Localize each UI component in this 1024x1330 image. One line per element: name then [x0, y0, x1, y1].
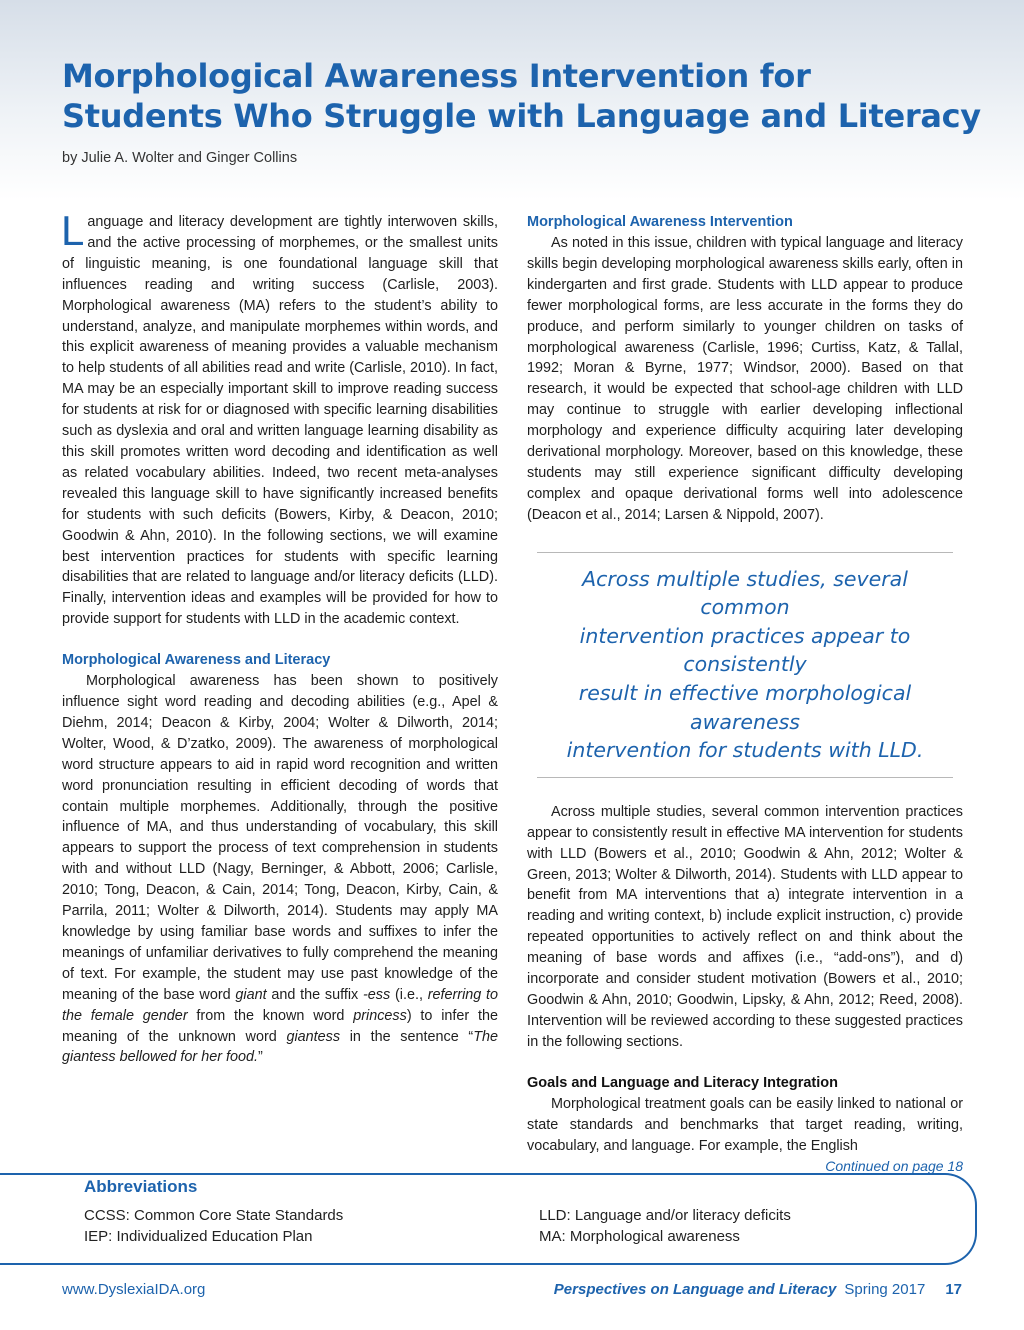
pull-quote-line: Across multiple studies, several common	[582, 566, 908, 620]
ma-literacy-paragraph	[62, 671, 498, 1068]
pull-quote-line: intervention practices appear to consistently	[579, 623, 911, 677]
example-word-princess: princess	[353, 1007, 407, 1024]
pull-quote-line: intervention for students with LLD.	[566, 738, 924, 763]
section-heading-ma-intervention: Morphological Awareness Intervention	[527, 214, 793, 230]
example-suffix: -ess	[363, 986, 391, 1003]
intro-text: anguage and literacy development are tightly interwoven skills, and the active processing of morphemes, or the smallest units of linguistic meaning, is one foundational language skill that influences reading and writing success (Carlisle, 2003). Morphological awareness (MA) refers to the student’s ability to understand, analyze, and manipulate morphemes within words, and this explicit awareness of meaning provides a valuable mechanism to help students of all abilities read and write (Carlisle, 2010). In fact, MA may be an especially important skill to improve reading success for students at risk for or diagnosed with specific learning disabilities such as dyslexia and oral and written language learning disability as this skill promotes written word decoding and identification as well as related vocabulary abilities. Indeed, two recent meta-analyses revealed this language skill to have significantly increased benefits for students with such deficits (Bowers, Kirby, & Deacon, 2010; Goodwin & Ahn, 2010). In the following sections, we will examine best intervention practices for students with specific learning disabilities that are related to language and/or literacy deficits (LLD). Finally, intervention ideas and examples will be provided for how to provide support for students with LLD in the academic context.	[62, 214, 498, 628]
body-text: from the known word	[196, 1007, 345, 1024]
example-gloss: referring to the female gender	[62, 986, 499, 1024]
intro-paragraph	[61, 207, 498, 630]
body-text: ”	[258, 1049, 263, 1066]
footer-publication	[554, 1281, 962, 1298]
issue-date: Spring 2017	[844, 1281, 926, 1298]
abbreviation-item: CCSS: Common Core State Standards	[84, 1207, 344, 1224]
example-word-giant: giant	[235, 986, 267, 1003]
publication-title: Perspectives on Language and Literacy	[553, 1281, 837, 1298]
abbreviation-item: LLD: Language and/or literacy deficits	[539, 1207, 791, 1224]
page-number: 17	[945, 1281, 962, 1298]
body-text: in the sentence “	[349, 1028, 474, 1045]
body-text: and the suffix	[271, 986, 359, 1003]
byline: by Julie A. Wolter and Ginger Collins	[62, 150, 298, 166]
body-text: Morphological awareness has been shown to positively influence sight word reading and decoding abilities (e.g., Apel & Diehm, 2014; Deacon & Kirby, 2004; Wolter & Dilworth, 2014; Wolter, Wood, & D’zatko, 2009). The awareness of morphological word structure appears to aid in rapid word recognition and written word pronunciation resulting in efficient decoding of words that contain multiple morphemes. Additionally, through the positive influence of MA, and thus understanding of vocabulary, this skill appears to support the process of text comprehension in students with and without LLD (Nagy, Berninger, & Abbott, 2006; Carlisle, 2010; Tong, Deacon, & Cain, 2014; Tong, Deacon, Kirby, Cain, & Parrila, 2011; Wolter & Dilworth, 2014). Students may apply MA knowledge by using familiar base words and suffixes to infer the meanings of unfamiliar derivatives to fully comprehend the meaning of text. For example, the student may use past knowledge of the meaning of the base word	[62, 673, 498, 1003]
drop-cap: L	[61, 207, 85, 254]
website-link[interactable]: www.DyslexiaIDA.org	[62, 1281, 206, 1298]
body-text: (i.e.,	[394, 986, 423, 1003]
article-title	[62, 56, 992, 136]
section-heading-goals: Goals and Language and Literacy Integration	[527, 1074, 838, 1091]
intervention-practices-paragraph: Across multiple studies, several common intervention practices appear to consistently result in effective MA intervention for students with LLD (Bowers et al., 2010; Goodwin & Ahn, 2012; Wolter & Green, 2013; Wolter & Dilworth, 2014). Students with LLD appear to benefit from MA interventions that a) integrate intervention in a reading and writing context, b) include explicit instruction, c) provide repeated opportunities to actively reflect on and think about the meaning of base words and affixes (i.e., “add-ons”), and d) incorporate and consider student motivation (Bowers et al., 2010; Goodwin & Ahn, 2010; Goodwin, Lipsky, & Ahn, 2012; Reed, 2008). Intervention will be reviewed according to these suggested practices in the following sections.	[527, 803, 963, 1050]
goals-paragraph: Morphological treatment goals can be easily linked to national or state standards and benchmarks that target reading, writing, vocabulary, and language. For example, the English	[527, 1095, 963, 1154]
pull-quote	[537, 552, 953, 778]
ma-intervention-paragraph: As noted in this issue, children with typical language and literacy skills begin developing morphological awareness skills early, often in kindergarten and first grade. Students with LLD appear to produce fewer morphological forms, are less accurate in the forms they do produce, and perform similarly to younger children on tasks of morphological awareness (Carlisle, 1996; Curtiss, Katz, & Tallal, 1992; Moran & Byrne, 1977; Windsor, 2000). Based on that research, it would be expected that school-age children with LLD may continue to struggle with earlier developing inflectional morphology and experience difficulty acquiring later developing derivational morphology. Moreover, based on this knowledge, these students may still experience significant difficulty developing complex and opaque derivational forms well into adolescence (Deacon et al., 2014; Larsen & Nippold, 2007).	[527, 235, 963, 523]
title-line-2: Students Who Struggle with Language and Literacy	[62, 97, 981, 135]
pull-quote-line: result in effective morphological awareness	[578, 681, 912, 734]
abbreviation-item: IEP: Individualized Education Plan	[84, 1228, 313, 1245]
example-sentence: The giantess bellowed for her food.	[62, 1028, 499, 1066]
continued-link[interactable]: Continued on page 18	[825, 1158, 963, 1175]
example-word-giantess: giantess	[286, 1028, 341, 1045]
left-column	[61, 207, 499, 1068]
abbreviation-item: MA: Morphological awareness	[539, 1228, 740, 1245]
body-text: ) to infer the meaning of the unknown word	[62, 1007, 499, 1045]
section-heading-ma-literacy: Morphological Awareness and Literacy	[62, 652, 331, 669]
abbreviations-title: Abbreviations	[84, 1177, 198, 1196]
right-column	[527, 212, 963, 1176]
title-line-1: Morphological Awareness Intervention for	[62, 57, 811, 95]
